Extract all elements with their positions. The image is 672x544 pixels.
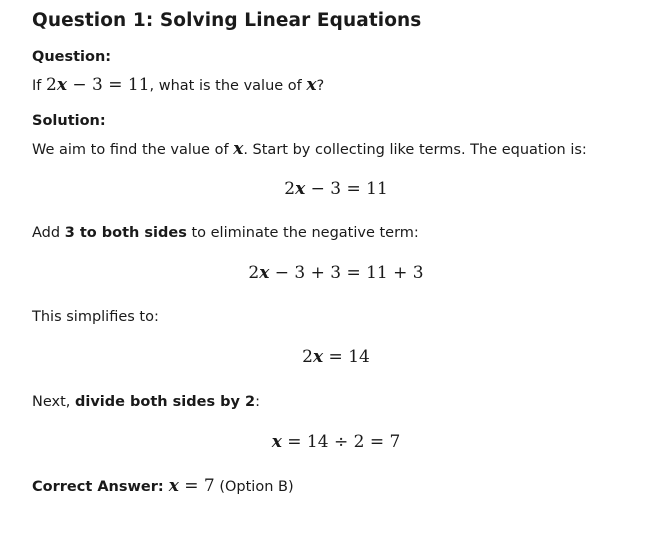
answer-label: Correct Answer:: [32, 479, 169, 495]
step2-equation: 2x − 3 + 3 = 11 + 3: [248, 263, 424, 283]
answer-equation: x = 7: [168, 476, 215, 496]
step1-variable: x: [233, 139, 244, 159]
step3-text: This simplifies to:: [32, 309, 159, 325]
step4-text: [32, 392, 640, 412]
step3-equation: 2x = 14: [302, 347, 370, 367]
question-label: Question:: [32, 49, 112, 65]
step4-suffix: :: [255, 394, 261, 410]
step1-prefix: We aim to find the value of: [32, 142, 234, 158]
step4-bold: divide both sides by 2: [75, 394, 256, 410]
answer-option: (Option B): [214, 479, 294, 495]
solution-label: Solution:: [32, 113, 106, 129]
answer-line: [32, 476, 640, 497]
question-equation: 2x − 3 = 11: [46, 75, 150, 95]
page-title: Question 1: Solving Linear Equations: [32, 10, 422, 31]
step2-prefix: Add: [32, 225, 65, 241]
question-prefix: If: [32, 78, 46, 94]
step1-suffix: . Start by collecting like terms. The equation is:: [243, 142, 587, 158]
question-middle: , what is the value of: [149, 78, 307, 94]
step4-prefix: Next,: [32, 394, 75, 410]
question-text: [32, 75, 640, 96]
question-variable: x: [306, 75, 317, 95]
step2-suffix: to eliminate the negative term:: [186, 225, 419, 241]
question-suffix: ?: [316, 78, 325, 94]
step1-text: [32, 139, 640, 160]
step2-bold: 3 to both sides: [64, 225, 187, 241]
step1-equation: 2x − 3 = 11: [284, 179, 388, 199]
step4-equation: x = 14 ÷ 2 = 7: [271, 432, 401, 452]
step2-text: [32, 223, 640, 243]
